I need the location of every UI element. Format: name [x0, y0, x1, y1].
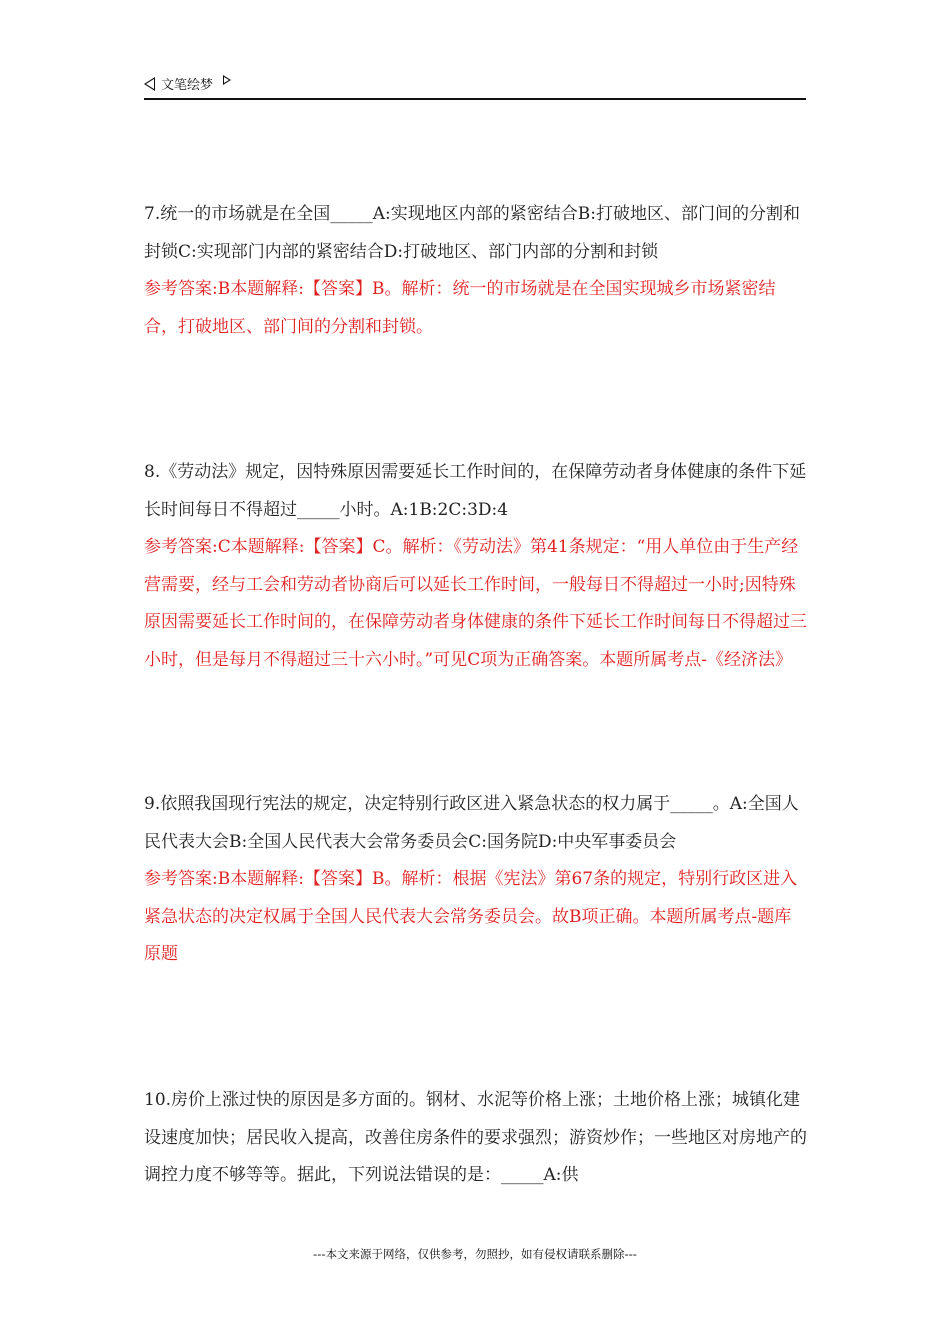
question-text: 10.房价上涨过快的原因是多方面的。钢材、水泥等价格上涨；土地价格上涨；城镇化建设速度加快；居民收入提高，改善住房条件的要求强烈；游资炒作；一些地区对房地产的调控力度不够等等。据此，下列说法错误的是：_____A:供 — [144, 1090, 807, 1185]
question-9 — [144, 786, 808, 974]
page-header — [144, 72, 806, 100]
question-text: 8.《劳动法》规定，因特殊原因需要延长工作时间的，在保障劳动者身体健康的条件下延长时间每日不得超过_____小时。A:1B:2C:3D:4 — [144, 462, 807, 520]
answer-explanation: 参考答案:B本题解释:【答案】B。解析：统一的市场就是在全国实现城乡市场紧密结合，打破地区、部门间的分割和封锁。 — [144, 279, 776, 337]
left-triangle-icon — [144, 77, 155, 91]
question-text: 9.依照我国现行宪法的规定，决定特别行政区进入紧急状态的权力属于_____。A:全国人民代表大会B:全国人民代表大会常务委员会C:国务院D:中央军事委员会 — [144, 794, 799, 852]
question-10 — [144, 1082, 808, 1195]
answer-explanation: 参考答案:B本题解释:【答案】B。解析：根据《宪法》第67条的规定，特别行政区进入紧急状态的决定权属于全国人民代表大会常务委员会。故B项正确。本题所属考点-题库原题 — [144, 869, 798, 964]
question-7 — [144, 196, 808, 346]
question-text: 7.统一的市场就是在全国_____A:实现地区内部的紧密结合B:打破地区、部门间的分割和封锁C:实现部门内部的紧密结合D:打破地区、部门内部的分割和封锁 — [144, 204, 800, 262]
right-triangle-icon — [223, 75, 231, 85]
question-8 — [144, 454, 808, 679]
brand-label: 文笔绘梦 — [161, 78, 214, 93]
answer-explanation: 参考答案:C本题解释:【答案】C。解析：《劳动法》第41条规定：“用人单位由于生产经营需要，经与工会和劳动者协商后可以延长工作时间，一般每日不得超过一小时;因特殊原因需要延长工作时间的，在保障劳动者身体健康的条件下延长工作时间每日不得超过三小时，但是每月不得超过三十六小时。”可见C项为正确答案。本题所属考点-《经济法》 — [144, 537, 807, 670]
footer-notice: ---本文来源于网络，仅供参考，勿照抄，如有侵权请联系删除--- — [313, 1247, 637, 1261]
